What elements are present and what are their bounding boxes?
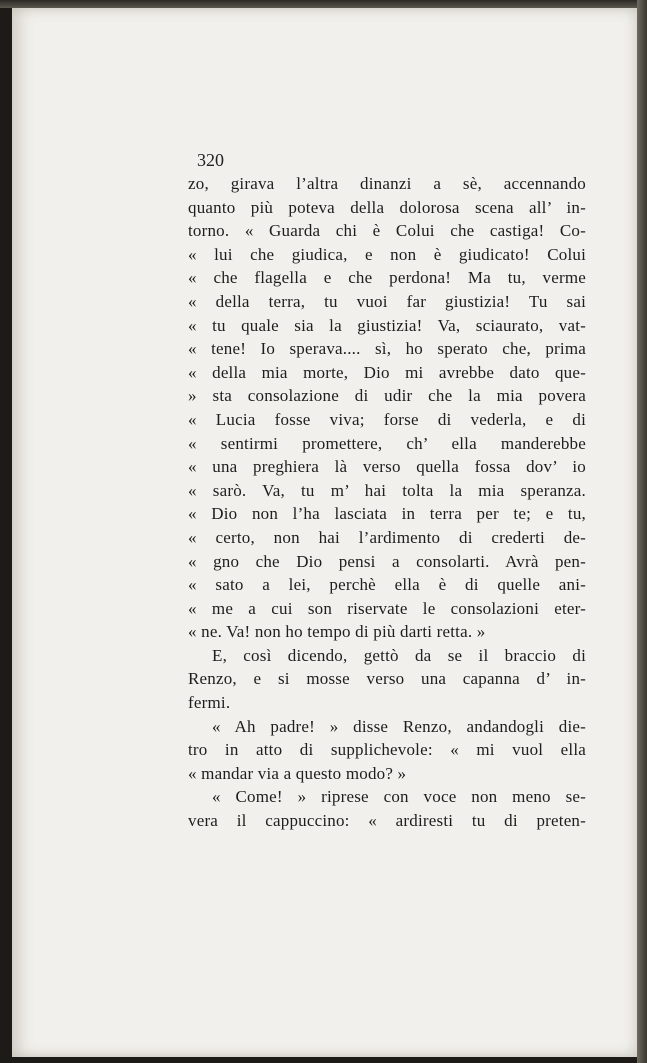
text-line: « gno che Dio pensi a consolarti. Avrà pen- [188, 551, 586, 571]
text-line: « Come! » riprese con voce non meno se- [212, 787, 586, 807]
page-text [188, 172, 586, 833]
page-number: 320 [197, 150, 224, 170]
text-line: « Dio non l’ha lasciata in terra per te; e tu, [188, 504, 586, 524]
text-line: vera il cappuccino: « ardiresti tu di preten- [188, 811, 586, 831]
text-line: » sta consolazione di udir che la mia povera [188, 386, 586, 406]
text-line: « tu quale sia la giustizia! Va, sciaurato, vat- [188, 315, 586, 335]
text-line: torno. « Guarda chi è Colui che castiga! Co- [188, 221, 586, 241]
text-line: « Ah padre! » disse Renzo, andandogli die- [212, 716, 586, 736]
text-line: « sarò. Va, tu m’ hai tolta la mia speranza. [188, 480, 586, 500]
text-line: tro in atto di supplichevole: « mi vuol ella [188, 740, 586, 760]
text-line: « me a cui son riservate le consolazioni eter- [188, 598, 586, 618]
text-line: « una preghiera là verso quella fossa dov’ io [188, 457, 586, 477]
text-line: « della terra, tu vuoi far giustizia! Tu sai [188, 291, 586, 311]
text-line: « Lucia fosse viva; forse di vederla, e di [188, 409, 586, 429]
text-line: « sato a lei, perchè ella è di quelle ani- [188, 575, 586, 595]
text-line: « sentirmi promettere, ch’ ella manderebbe [188, 433, 586, 453]
text-line: « della mia morte, Dio mi avrebbe dato que- [188, 362, 586, 382]
text-line: fermi. [188, 693, 231, 713]
text-line: « tene! Io sperava.... sì, ho sperato che, prima [188, 339, 586, 359]
text-line: « che flagella e che perdona! Ma tu, verme [188, 268, 586, 288]
text-line: « certo, non hai l’ardimento di crederti de- [188, 527, 586, 547]
text-line: E, così dicendo, gettò da se il braccio di [212, 645, 586, 665]
text-line: « lui che giudica, e non è giudicato! Colui [188, 244, 586, 264]
text-line: « mandar via a questo modo? » [188, 763, 407, 783]
text-line: « ne. Va! non ho tempo di più darti retta. » [188, 622, 486, 642]
book-right-edge [637, 0, 647, 1063]
book-top-edge [0, 0, 647, 8]
text-line: zo, girava l’altra dinanzi a sè, accennando [188, 174, 586, 193]
text-line: Renzo, e si mosse verso una capanna d’ in- [188, 669, 586, 689]
text-line: quanto più poteva della dolorosa scena all’ in- [188, 197, 586, 217]
